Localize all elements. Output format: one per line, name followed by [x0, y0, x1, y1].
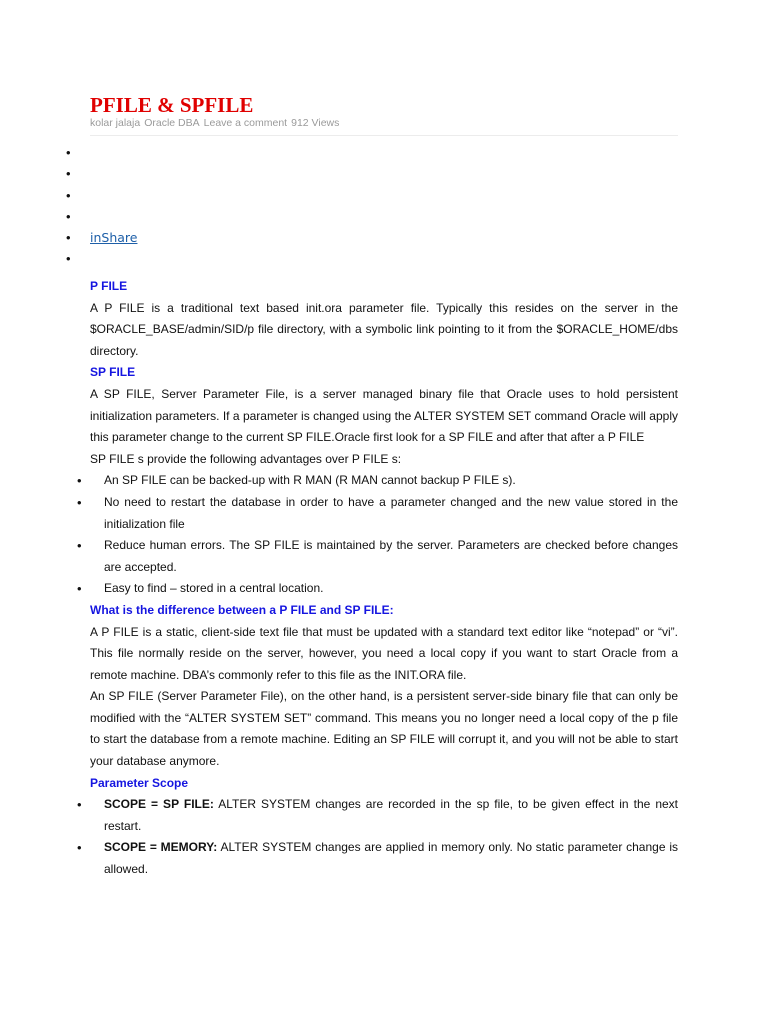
scope-list [90, 794, 678, 880]
list-item: • Easy to find – stored in a central location. [90, 578, 678, 600]
share-item-1[interactable] [66, 142, 137, 163]
article-body [90, 276, 678, 881]
meta-comment-link[interactable]: Leave a comment [203, 117, 288, 129]
list-item [90, 794, 678, 837]
article-meta [90, 117, 343, 129]
share-item-3[interactable] [66, 185, 137, 206]
scope-label: SCOPE = SP FILE: [104, 797, 214, 812]
share-buttons-list [66, 142, 137, 270]
header-divider [90, 135, 678, 136]
meta-views: 912 Views [291, 117, 340, 129]
advantages-list [90, 470, 678, 600]
list-item: • Reduce human errors. The SP FILE is maintained by the server. Parameters are checked before changes are accepted. [90, 535, 678, 578]
share-item-6[interactable] [66, 248, 137, 269]
list-item: • No need to restart the database in order to have a parameter changed and the new value stored in the initialization file [90, 492, 678, 535]
difference-heading: What is the difference between a P FILE and SP FILE: [90, 602, 394, 617]
pfile-heading: P FILE [90, 279, 128, 293]
list-item: • An SP FILE can be backed-up with R MAN (R MAN cannot backup P FILE s). [90, 470, 678, 492]
scope-text: ALTER SYSTEM changes are recorded in the sp file, to be given effect in the next restart. [104, 797, 678, 833]
share-item-4[interactable] [66, 206, 137, 227]
difference-paragraph-1: A P FILE is a static, client-side text file that must be updated with a standard text editor like “notepad” or “vi”. This file normally reside on the server, however, you need a local copy if you want to start Oracle from a remote machine. DBA’s commonly refer to this file as the INIT.ORA file. [90, 624, 678, 682]
difference-paragraph-2: An SP FILE (Server Parameter File), on the other hand, is a persistent server-side binary file that can only be modified with the “ALTER SYSTEM SET” command. This means you no longer need a local copy of the p file to start the database from a remote machine. Editing an SP FILE will corrupt it, and you will not be able to start your database anymore. [90, 689, 678, 769]
list-item [90, 837, 678, 880]
meta-author[interactable]: kolar jalaja [90, 117, 141, 129]
scope-heading: Parameter Scope [90, 775, 189, 790]
pfile-paragraph: A P FILE is a traditional text based init.ora parameter file. Typically this resides on the server in the $ORACLE_BASE/admin/SID/p file directory, with a symbolic link pointing to it from the $ORACLE_HOME/dbs directory. [90, 300, 678, 358]
inshare-link[interactable]: inShare [90, 230, 138, 246]
meta-category[interactable]: Oracle DBA [144, 117, 200, 129]
spfile-paragraph: A SP FILE, Server Parameter File, is a server managed binary file that Oracle uses to hold persistent initialization parameters. If a parameter is changed using the ALTER SYSTEM SET command Oracle will apply this parameter change to the current SP FILE.Oracle first look for a SP FILE and after that after a P FILE [90, 386, 678, 445]
share-item-2[interactable] [66, 163, 137, 184]
share-item-inshare[interactable] [66, 227, 137, 248]
scope-text: ALTER SYSTEM changes are applied in memory only. No static parameter change is allowed. [104, 840, 678, 877]
scope-label: SCOPE = MEMORY: [104, 840, 218, 855]
spfile-heading: SP FILE [90, 365, 136, 380]
advantages-intro: SP FILE s provide the following advantages over P FILE s: [90, 451, 402, 466]
article-title: PFILE & SPFILE [90, 93, 254, 117]
